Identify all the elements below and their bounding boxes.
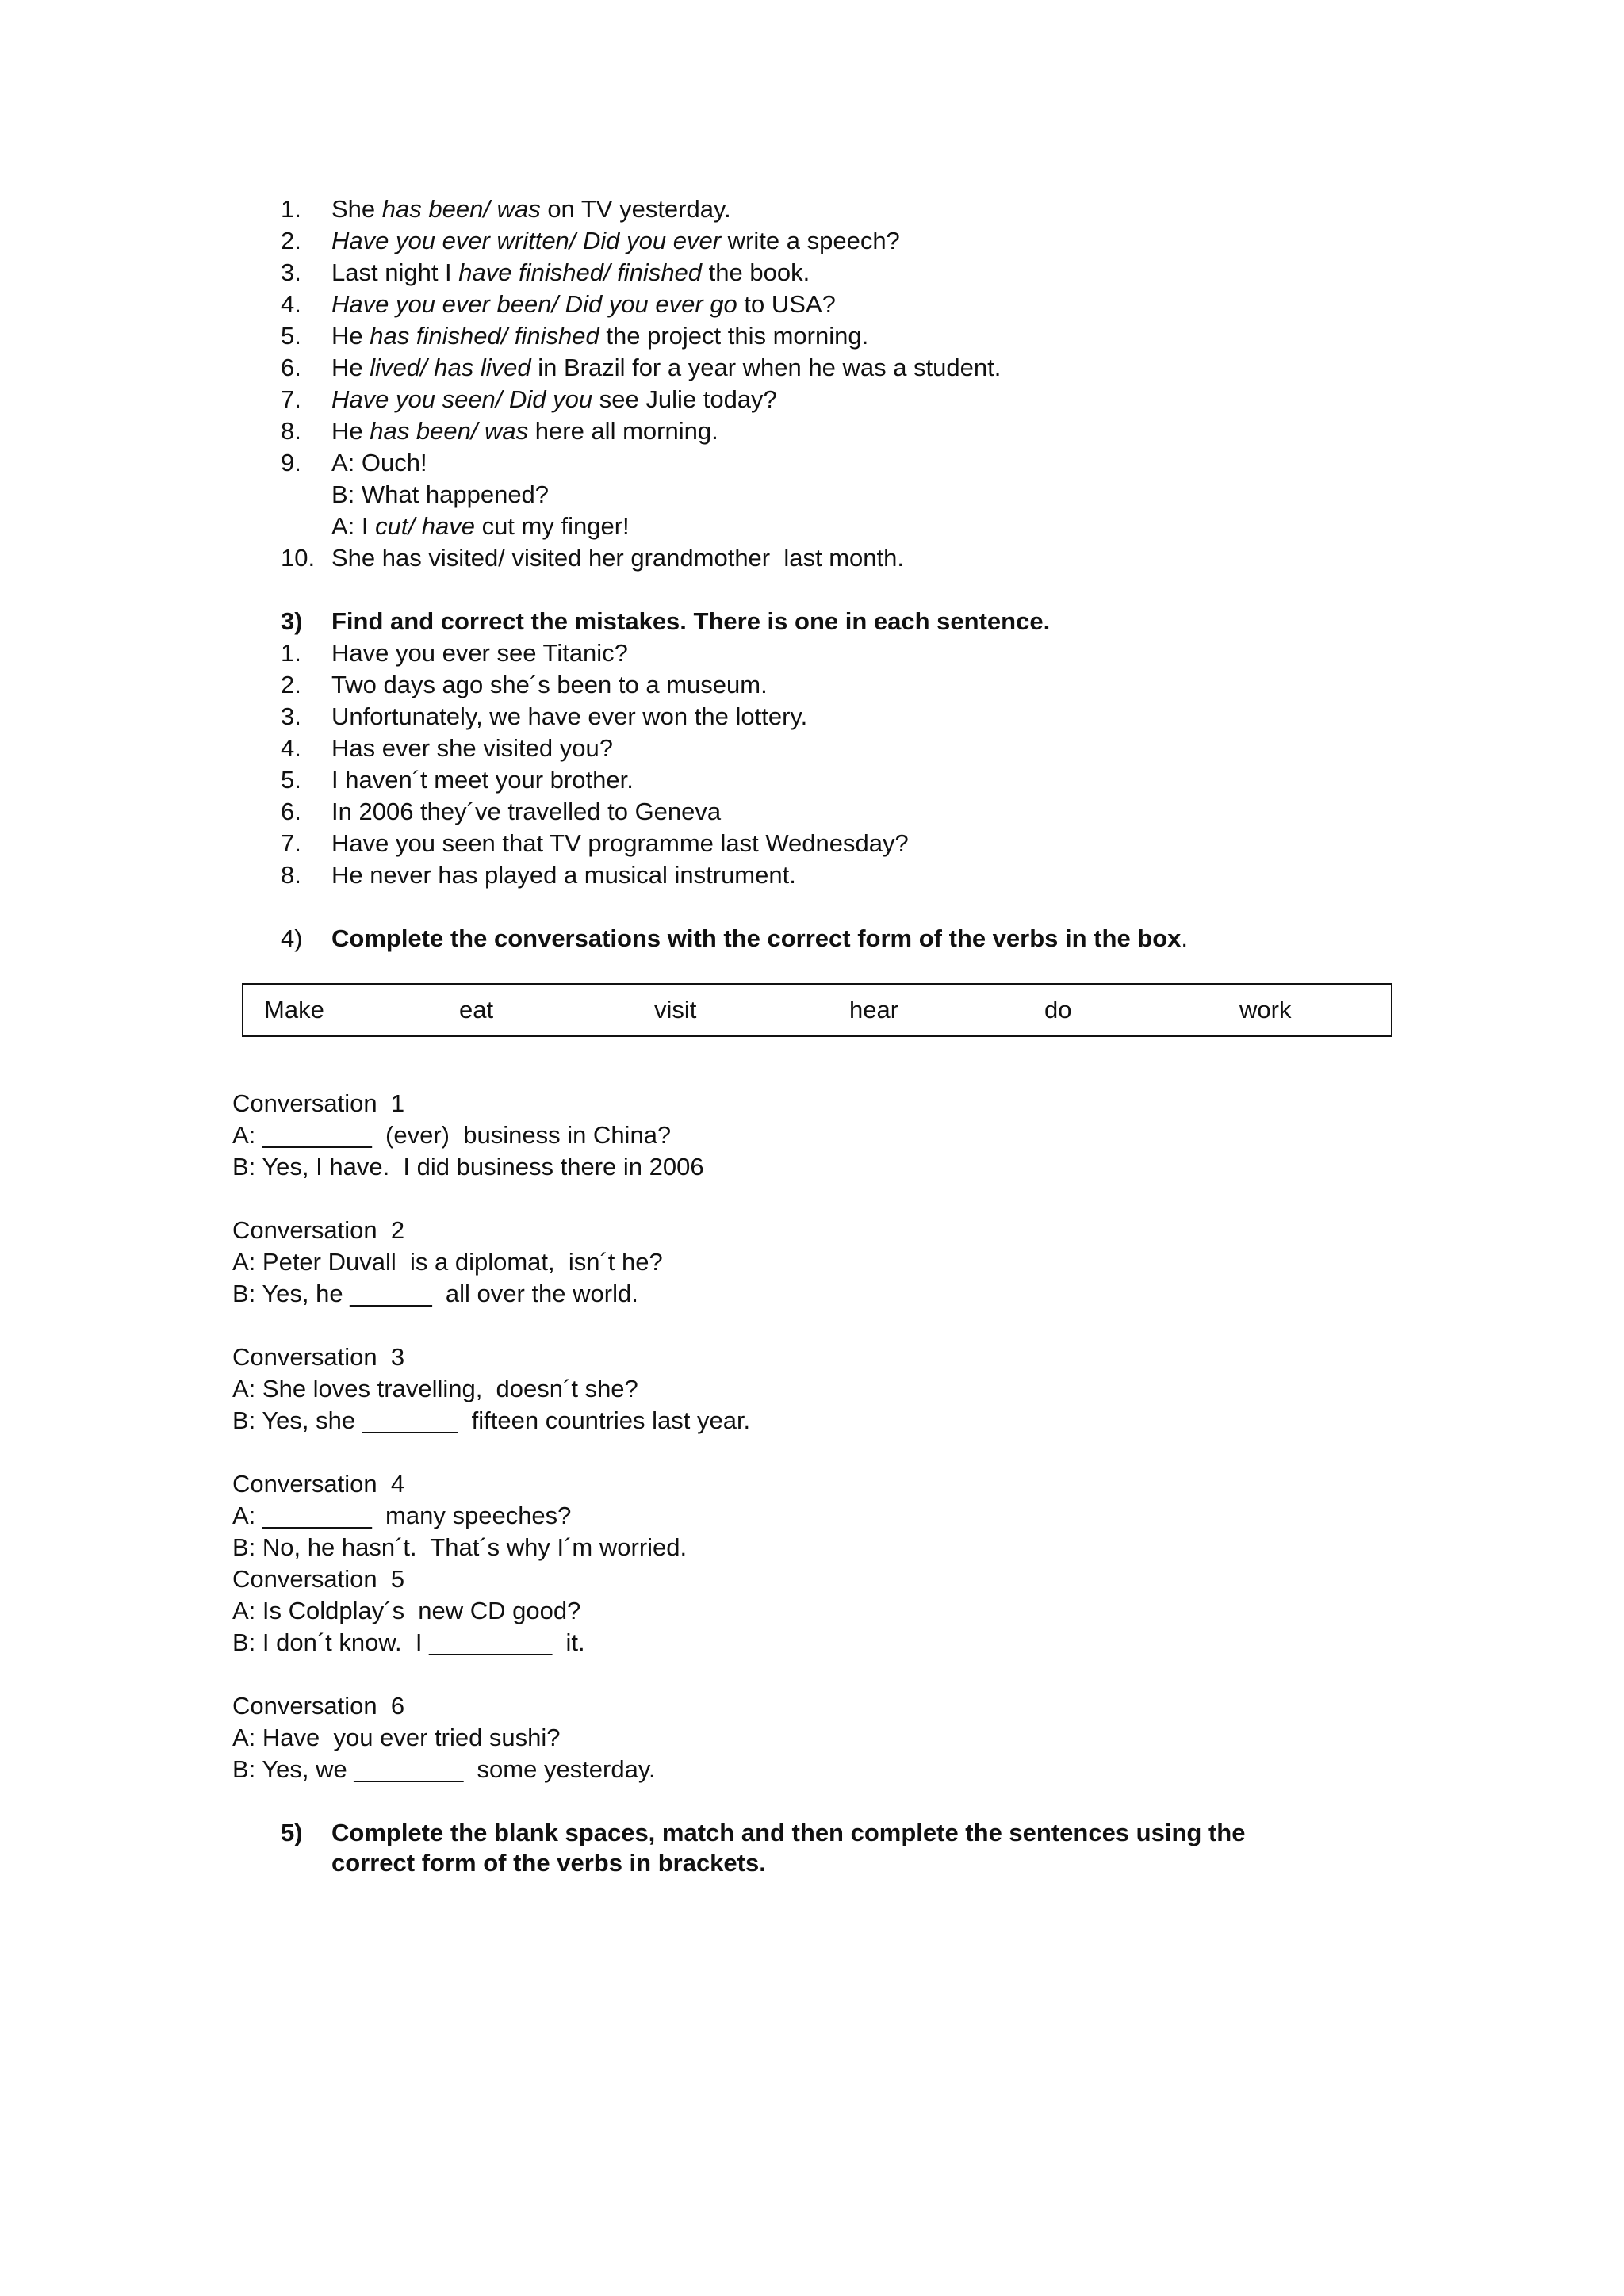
verb-word: visit: [654, 996, 697, 1024]
dialogue-line: B: What happened?: [331, 480, 550, 508]
verb-word: do: [1044, 996, 1072, 1024]
section-number: 3): [281, 607, 303, 635]
item-number: 10.: [281, 544, 316, 572]
section-number: 4): [281, 924, 303, 952]
item-number: 2.: [281, 227, 301, 254]
item-number: 7.: [281, 385, 301, 413]
item-number: 3.: [281, 258, 301, 286]
item-text: He has finished/ finished the project this morning.: [331, 322, 869, 350]
conversation-title: Conversation 1: [232, 1089, 405, 1117]
item-text: Have you seen/ Did you see Julie today?: [331, 385, 777, 413]
item-number: 9.: [281, 449, 301, 476]
verb-word: hear: [849, 996, 899, 1024]
item-text: Has ever she visited you?: [331, 734, 613, 762]
item-text: She has been/ was on TV yesterday.: [331, 195, 731, 223]
item-number: 4.: [281, 290, 301, 318]
dialogue-line: A: Have you ever tried sushi?: [232, 1724, 561, 1751]
section-heading-continued: correct form of the verbs in brackets.: [331, 1849, 766, 1877]
item-number: 5.: [281, 322, 301, 350]
item-text: Two days ago she´s been to a museum.: [331, 671, 768, 698]
dialogue-line: B: Yes, she _______ fifteen countries last year.: [232, 1406, 751, 1434]
item-number: 1.: [281, 639, 301, 667]
item-text: Have you ever written/ Did you ever write a speech?: [331, 227, 900, 254]
item-text: I haven´t meet your brother.: [331, 766, 634, 794]
conversation-title: Conversation 5: [232, 1565, 405, 1593]
conversation-title: Conversation 6: [232, 1692, 405, 1720]
dialogue-line: A: I cut/ have cut my finger!: [331, 512, 630, 540]
verb-word: work: [1239, 996, 1292, 1024]
dialogue-line: A: ________ (ever) business in China?: [232, 1121, 672, 1149]
item-text: She has visited/ visited her grandmother last month.: [331, 544, 904, 572]
item-number: 8.: [281, 861, 301, 889]
item-number: 6.: [281, 354, 301, 381]
verb-word: Make: [264, 996, 324, 1024]
dialogue-line: B: I don´t know. I _________ it.: [232, 1628, 585, 1656]
item-number: 6.: [281, 798, 301, 825]
dialogue-line: A: She loves travelling, doesn´t she?: [232, 1375, 638, 1402]
dialogue-line: A: Ouch!: [331, 449, 427, 476]
item-number: 2.: [281, 671, 301, 698]
section-number: 5): [281, 1819, 303, 1846]
item-text: Have you ever been/ Did you ever go to USA?: [331, 290, 836, 318]
dialogue-line: B: Yes, we ________ some yesterday.: [232, 1755, 656, 1783]
conversation-title: Conversation 3: [232, 1343, 405, 1371]
item-number: 4.: [281, 734, 301, 762]
section-heading: Find and correct the mistakes. There is one in each sentence.: [331, 607, 1051, 635]
item-number: 3.: [281, 702, 301, 730]
conversation-title: Conversation 2: [232, 1216, 405, 1244]
conversation-title: Conversation 4: [232, 1470, 405, 1498]
item-text: He never has played a musical instrument.: [331, 861, 796, 889]
item-text: He has been/ was here all morning.: [331, 417, 718, 445]
verb-box: [242, 983, 1392, 1037]
item-text: Unfortunately, we have ever won the lottery.: [331, 702, 808, 730]
item-number: 5.: [281, 766, 301, 794]
dialogue-line: B: Yes, I have. I did business there in 2006: [232, 1153, 704, 1181]
item-text: He lived/ has lived in Brazil for a year when he was a student.: [331, 354, 1002, 381]
item-number: 8.: [281, 417, 301, 445]
dialogue-line: B: No, he hasn´t. That´s why I´m worried.: [232, 1533, 688, 1561]
item-text: Have you ever see Titanic?: [331, 639, 628, 667]
dialogue-line: A: ________ many speeches?: [232, 1502, 572, 1529]
item-number: 1.: [281, 195, 301, 223]
section-heading: Complete the blank spaces, match and then complete the sentences using the: [331, 1819, 1246, 1846]
dialogue-line: B: Yes, he ______ all over the world.: [232, 1280, 638, 1307]
dialogue-line: A: Is Coldplay´s new CD good?: [232, 1597, 581, 1624]
item-text: Last night I have finished/ finished the book.: [331, 258, 810, 286]
item-number: 7.: [281, 829, 301, 857]
verb-word: eat: [459, 996, 494, 1024]
item-text: Have you seen that TV programme last Wednesday?: [331, 829, 909, 857]
dialogue-line: A: Peter Duvall is a diplomat, isn´t he?: [232, 1248, 663, 1276]
section-heading: Complete the conversations with the correct form of the verbs in the box.: [331, 924, 1189, 952]
item-text: In 2006 they´ve travelled to Geneva: [331, 798, 722, 825]
